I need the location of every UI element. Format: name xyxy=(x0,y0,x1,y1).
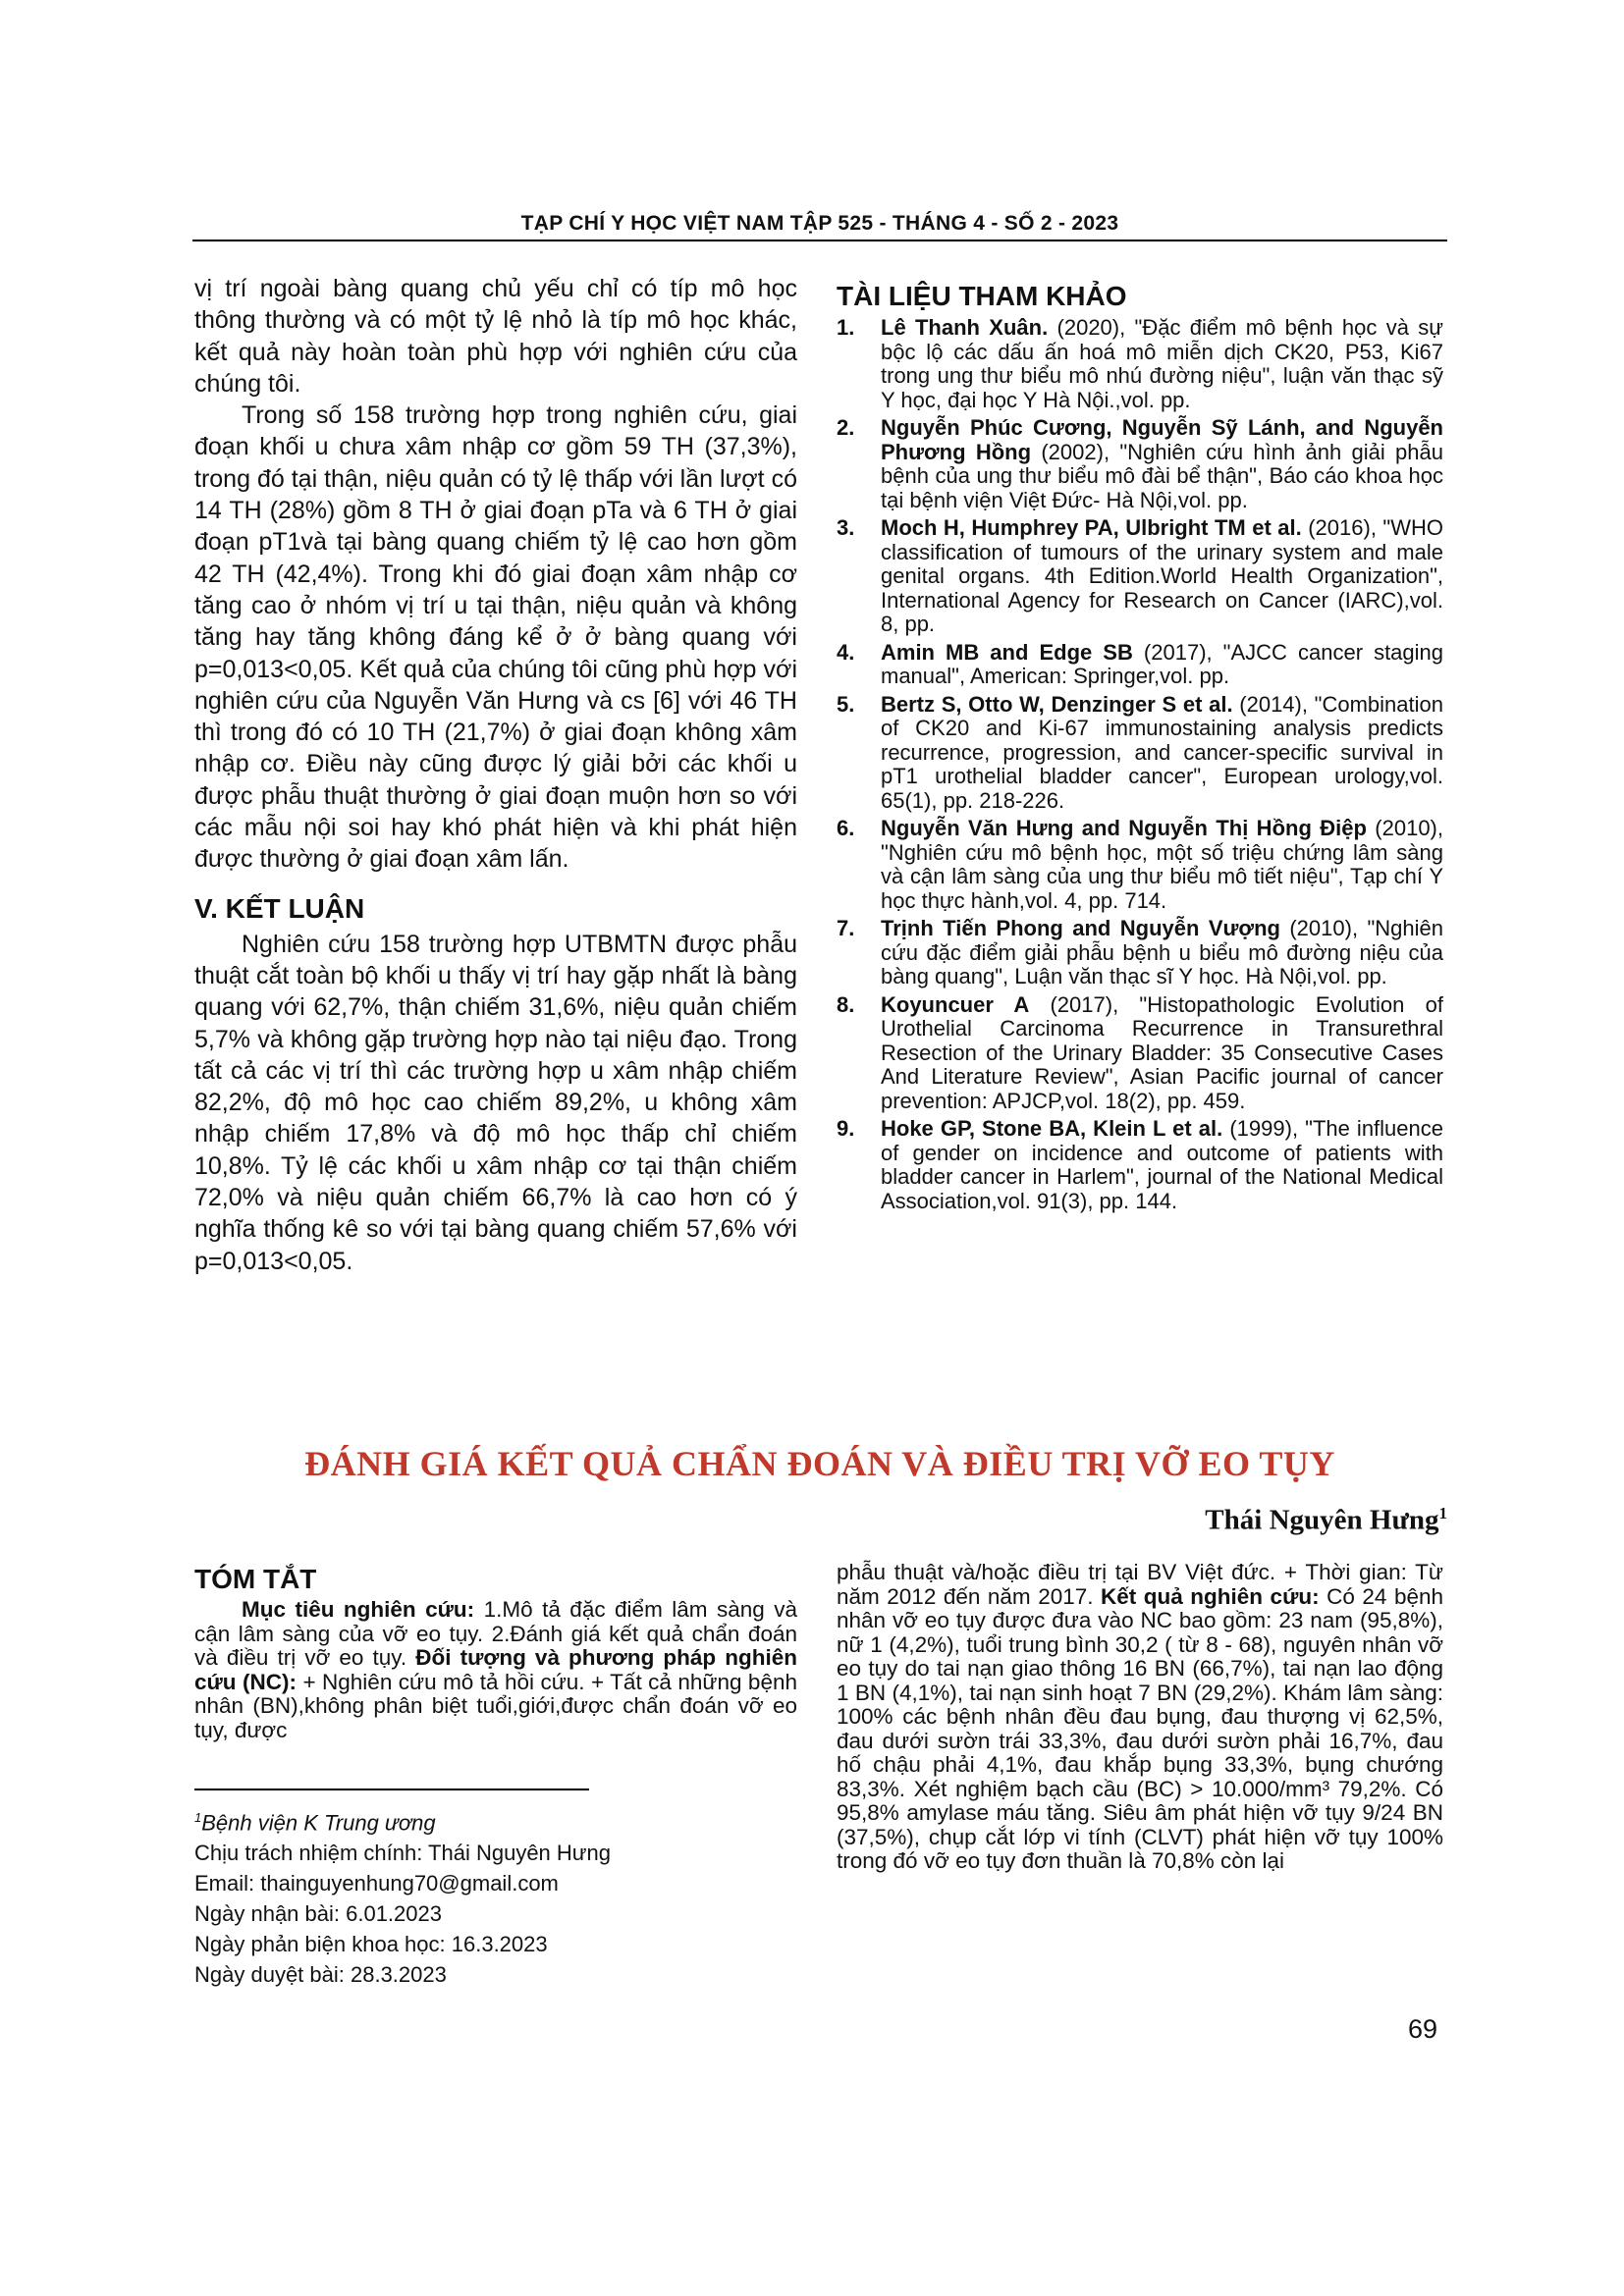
footnote-email: Email: thainguyenhung70@gmail.com xyxy=(194,1871,559,1896)
footnote-approved: Ngày duyệt bài: 28.3.2023 xyxy=(194,1962,447,1988)
abstract-label: Kết quả nghiên cứu: xyxy=(1101,1583,1320,1609)
reference-text: (2017), "AJCC cancer staging manual", American: Springer,vol. pp. xyxy=(881,639,1444,688)
abstract-left xyxy=(194,1563,797,1742)
reference-body xyxy=(881,917,1443,989)
header-divider xyxy=(192,240,1447,241)
footnote-divider xyxy=(194,1789,589,1790)
reference-text: (2010), "Nghiên cứu mô bệnh học, một số triệu chứng lâm sàng và cận lâm sàng của ung thư biểu mô tiết niệu", Tạp chí Y học thực hành,vol. 4, pp. 714. xyxy=(881,816,1443,913)
reference-item xyxy=(837,993,1443,1114)
reference-number: 3. xyxy=(837,515,855,540)
references-list xyxy=(837,316,1443,1213)
reference-text: (2014), "Combination of CK20 and Ki-67 immunostaining analysis predicts recurrence, progression, and cancer-specific survival in pT1 urothelial bladder cancer", European urology,vol. 65(1), pp. 218-226. xyxy=(881,691,1443,813)
abstract-label: Đối tượng và phương pháp nghiên cứu (NC): xyxy=(194,1645,797,1694)
affiliation-text: Bệnh viện K Trung ương xyxy=(201,1810,436,1836)
reference-authors: Moch H, Humphrey PA, Ulbright TM et al. xyxy=(881,515,1302,540)
reference-text: (2017), "Histopathologic Evolution of Urothelial Carcinoma Recurrence in Transurethral Resection of the Urinary Bladder: 35 Consecutive Cases And Literature Review", Asian Pacific journal of cancer prevention: APJCP,vol. 18(2), pp. 459. xyxy=(881,991,1443,1113)
journal-header: TẠP CHÍ Y HỌC VIỆT NAM TẬP 525 - THÁNG 4 - SỐ 2 - 2023 xyxy=(520,212,1119,235)
reference-item xyxy=(837,917,1443,989)
reference-body xyxy=(881,693,1443,814)
conclusion-heading: V. KẾT LUẬN xyxy=(194,892,365,924)
reference-number: 7. xyxy=(837,916,855,940)
reference-item xyxy=(837,416,1443,512)
paragraph-1: vị trí ngoài bàng quang chủ yếu chỉ có típ mô học thông thường và có một tỷ lệ nhỏ là típ mô học khác, kết quả này hoàn toàn phù hợp với nghiên cứu của chúng tôi. xyxy=(194,275,797,398)
reference-item xyxy=(837,641,1443,689)
reference-text: (2020), "Đặc điểm mô bệnh học và sự bộc lộ các dấu ấn hoá mô miễn dịch CK20, P53, Ki67 trong ung thư biểu mô nhú đường niệu", luận văn thạc sỹ Y học, đại học Y Hà Nội.,vol. pp. xyxy=(881,315,1443,412)
reference-authors: Lê Thanh Xuân. xyxy=(881,315,1049,340)
references-heading: TÀI LIỆU THAM KHẢO xyxy=(837,281,1127,311)
abstract-heading: TÓM TẮT xyxy=(194,1564,317,1594)
left-column xyxy=(194,273,797,1277)
reference-text: (2010), "Nghiên cứu đặc điểm giải phẫu bệnh u biểu mô đường niệu của bàng quang", Luận văn thạc sĩ Y học. Hà Nội,vol. pp. xyxy=(881,916,1443,988)
article-title: ĐÁNH GIÁ KẾT QUẢ CHẨN ĐOÁN VÀ ĐIỀU TRỊ VỠ EO TỤY xyxy=(304,1444,1335,1483)
reference-authors: Nguyễn Phúc Cương, Nguyễn Sỹ Lánh, and Nguyễn Phương Hồng xyxy=(881,415,1443,464)
reference-body xyxy=(881,316,1443,412)
footnotes xyxy=(194,1802,797,1990)
footnote-reviewed: Ngày phản biện khoa học: 16.3.2023 xyxy=(194,1932,548,1957)
reference-number: 5. xyxy=(837,691,855,717)
paragraph-2: Trong số 158 trường hợp trong nghiên cứu, giai đoạn khối u chưa xâm nhập cơ gồm 59 TH (37,3%), trong đó tại thận, niệu quản có tỷ lệ thấp với lần lượt có 14 TH (28%) gồm 8 TH ở giai đoạn pTa và 6 TH ở giai đoạn pT1và tại bàng quang chiếm tỷ lệ cao hơn gồm 42 TH (42,4%). Trong khi đó giai đoạn xâm nhập cơ tăng cao ở nhóm vị trí u tại thận, niệu quản và không tăng hay tăng không đáng kể ở ở bàng quang với p=0,013<0,05. Kết quả của chúng tôi cũng phù hợp với nghiên cứu của Nguyễn Văn Hưng và cs [6] với 46 TH thì trong đó có 10 TH (21,7%) ở giai đoạn không xâm nhập cơ. Điều này cũng được lý giải bởi các khối u được phẫu thuật thường ở giai đoạn muộn hơn so với các mẫu nội soi hay khó phát hiện và khi phát hiện được thường ở giai đoạn xâm lấn. xyxy=(194,401,797,874)
reference-body xyxy=(881,641,1443,689)
reference-item xyxy=(837,693,1443,814)
references-column xyxy=(837,273,1443,1217)
reference-authors: Amin MB and Edge SB xyxy=(881,639,1133,665)
reference-body xyxy=(881,416,1443,512)
reference-number: 4. xyxy=(837,639,855,665)
footnote-received: Ngày nhận bài: 6.01.2023 xyxy=(194,1901,442,1927)
reference-authors: Koyuncuer A xyxy=(881,991,1030,1017)
reference-item xyxy=(837,516,1443,637)
author-superscript: 1 xyxy=(1438,1504,1447,1522)
affiliation-superscript: 1 xyxy=(194,1810,202,1825)
reference-item xyxy=(837,1117,1443,1213)
reference-authors: Bertz S, Otto W, Denzinger S et al. xyxy=(881,691,1233,717)
author-name: Thái Nguyên Hưng xyxy=(1205,1504,1439,1536)
abstract-right xyxy=(837,1561,1443,1874)
reference-text: (1999), "The influence of gender on incidence and outcome of patients with bladder cancer in Harlem", journal of the National Medical Association,vol. 91(3), pp. 144. xyxy=(881,1116,1443,1213)
reference-text: (2016), "WHO classification of tumours of the urinary system and male genital organs. 4th Edition.World Health Organization", International Agency for Research on Cancer (IARC),vol. 8, pp. xyxy=(881,515,1443,636)
reference-body xyxy=(881,1117,1443,1213)
abstract-left-text xyxy=(194,1598,797,1742)
reference-item xyxy=(837,817,1443,913)
reference-text: (2002), "Nghiên cứu hình ảnh giải phẫu bệnh của ung thư biểu mô đài bể thận", Báo cáo khoa học tại bệnh viện Việt Đức- Hà Nội,vol. pp. xyxy=(881,439,1443,512)
footnote-affiliation xyxy=(194,1802,797,1838)
abstract-right-text xyxy=(837,1561,1443,1874)
footnote-responsible: Chịu trách nhiệm chính: Thái Nguyên Hưng xyxy=(194,1841,611,1866)
abstract-text: + Nghiên cứu mô tả hồi cứu. + Tất cả những bệnh nhân (BN),không phân biệt tuổi,giới,được chẩn đoán vỡ eo tụy, được xyxy=(194,1669,797,1742)
reference-number: 1. xyxy=(837,315,855,340)
abstract-text: 1.Mô tả đặc điểm lâm sàng và cận lâm sàng của vỡ eo tụy. 2.Đánh giá kết quả chẩn đoán và điều trị vỡ eo tụy. xyxy=(194,1597,797,1670)
reference-authors: Nguyễn Văn Hưng and Nguyễn Thị Hồng Điệp xyxy=(881,816,1367,840)
reference-authors: Trịnh Tiến Phong and Nguyễn Vượng xyxy=(881,916,1280,940)
reference-body xyxy=(881,993,1443,1114)
reference-number: 8. xyxy=(837,991,855,1017)
conclusion-paragraph: Nghiên cứu 158 trường hợp UTBMTN được phẫu thuật cắt toàn bộ khối u thấy vị trí hay gặp nhất là bàng quang với 62,7%, thận chiếm 31,6%, niệu quản chiếm 5,7% và không gặp trường hợp nào tại niệu đạo. Trong tất cả các vị trí thì các trường hợp u xâm nhập chiếm 82,2%, độ mô học cao chiếm 89,2%, u không xâm nhập chiếm 17,8% và độ mô học thấp chỉ chiếm 10,8%. Tỷ lệ các khối u xâm nhập cơ tại thận chiếm 72,0% và niệu quản chiếm 66,7% là cao hơn có ý nghĩa thống kê so với tại bàng quang chiếm 57,6% với p=0,013<0,05. xyxy=(194,930,797,1275)
reference-item xyxy=(837,316,1443,412)
abstract-text: Có 24 bệnh nhân vỡ eo tụy được đưa vào NC bao gồm: 23 nam (95,8%), nữ 1 (4,2%), tuổi trung bình 30,2 ( từ 8 - 68), nguyên nhân vỡ eo tụy do tai nạn giao thông 16 BN (66,7%), tai nạn lao động 1 BN (4,1%), tai nạn sinh hoạt 7 BN (29,2%). Khám lâm sàng: 100% các bệnh nhân đều đau bụng, đau thượng vị 62,5%, đau dưới sườn trái 33,3%, đau dưới sườn phải 16,7%, đau hố chậu phải 4,1%, đau khắp bụng 33,3%, bụng chướng 83,3%. Xét nghiệm bạch cầu (BC) > 10.000/mm³ 79,2%. Có 95,8% amylase máu tăng. Siêu âm phát hiện vỡ tụy 9/24 BN (37,5%), chụp cắt lớp vi tính (CLVT) phát hiện vỡ tụy 100% trong đó vỡ eo tụy đơn thuần là 70,8% còn lại xyxy=(837,1583,1443,1873)
abstract-label: Mục tiêu nghiên cứu: xyxy=(242,1597,475,1622)
abstract-text: phẫu thuật và/hoặc điều trị tại BV Việt đức. + Thời gian: Từ năm 2012 đến năm 2017. xyxy=(837,1560,1443,1609)
reference-number: 9. xyxy=(837,1116,855,1141)
page-number: 69 xyxy=(1407,2014,1437,2044)
reference-authors: Hoke GP, Stone BA, Klein L et al. xyxy=(881,1116,1223,1141)
reference-number: 2. xyxy=(837,415,855,440)
reference-body xyxy=(881,516,1443,637)
author-line xyxy=(1205,1504,1447,1537)
reference-number: 6. xyxy=(837,816,855,840)
reference-body xyxy=(881,817,1443,913)
